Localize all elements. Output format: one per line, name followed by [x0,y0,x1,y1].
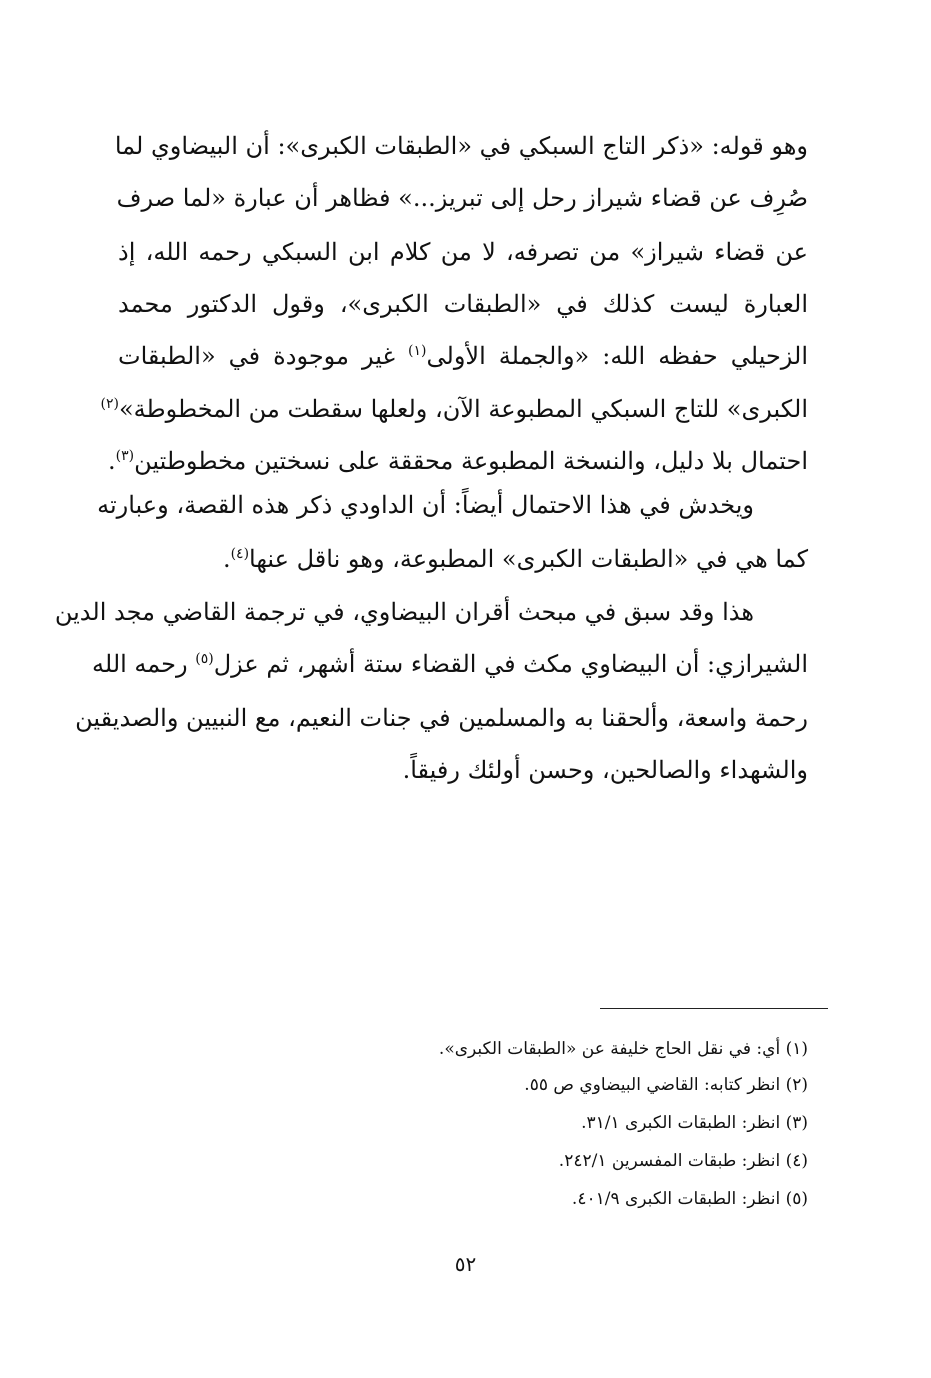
text-line: ويخدش في هذا الاحتمال أيضاً: أن الداودي ذكر هذه القصة، وعبارته [97,491,754,519]
footnote: (١) أي: في نقل الحاج خليفة عن «الطبقات الكبرى». [438,1039,808,1059]
text-line [118,336,808,376]
text-line: صُرِف عن قضاء شيراز رحل إلى تبريز...» فظاهر أن عبارة «لما صرف [116,184,808,212]
text-line [100,389,808,429]
text-segment: الشيرازي: أن البيضاوي مكث في القضاء ستة أشهر، ثم عزل [213,650,808,678]
text-segment: . [222,545,231,573]
text-line: رحمة واسعة، وألحقنا به والمسلمين في جنات النعيم، مع النبيين والصديقين [75,704,808,732]
text-segment: . [107,447,116,475]
footnote-separator [600,1008,828,1009]
text-segment: احتمال بلا دليل، والنسخة المطبوعة محققة على نسختين مخطوطتين [134,447,808,475]
text-segment: الكبرى» للتاج السبكي المطبوعة الآن، ولعلها سقطت من المخطوطة» [118,395,808,423]
text-segment: كما هي في «الطبقات الكبرى» المطبوعة، وهو ناقل عنها [249,545,808,573]
footnote-ref: (٣) [115,448,135,464]
text-line: وهو قوله: «ذكر التاج السبكي في «الطبقات الكبرى»: أن البيضاوي لما [114,132,808,160]
text-line [223,539,808,579]
text-line [92,644,808,684]
footnote: (٥) انظر: الطبقات الكبرى ٤٠١/٩. [571,1189,808,1209]
footnote: (٤) انظر: طبقات المفسرين ٢٤٢/١. [558,1151,808,1171]
text-line [108,441,808,481]
footnote: (٣) انظر: الطبقات الكبرى ٣١/١. [581,1113,808,1133]
footnote-ref: (٢) [100,396,119,412]
footnote-ref: (٥) [195,651,214,667]
text-line: عن قضاء شيراز» من تصرفه، لا من كلام ابن السبكي رحمه الله، إذ [118,238,808,266]
text-segment: الزحيلي حفظه الله: «والجملة الأولى [426,342,809,370]
footnote-ref: (١) [408,343,427,359]
text-line: العبارة ليست كذلك في «الطبقات الكبرى»، وقول الدكتور محمد [118,290,808,318]
text-line: هذا وقد سبق في مبحث أقران البيضاوي، في ترجمة القاضي مجد الدين [54,598,754,626]
page-number: ٥٢ [454,1252,477,1276]
text-segment: غير موجودة في «الطبقات [118,342,409,370]
footnote: (٢) انظر كتابه: القاضي البيضاوي ص ٥٥. [524,1075,808,1095]
footnote-ref: (٤) [230,546,250,562]
text-line: والشهداء والصالحين، وحسن أولئك رفيقاً. [402,756,808,784]
text-segment: رحمه الله [92,650,196,678]
